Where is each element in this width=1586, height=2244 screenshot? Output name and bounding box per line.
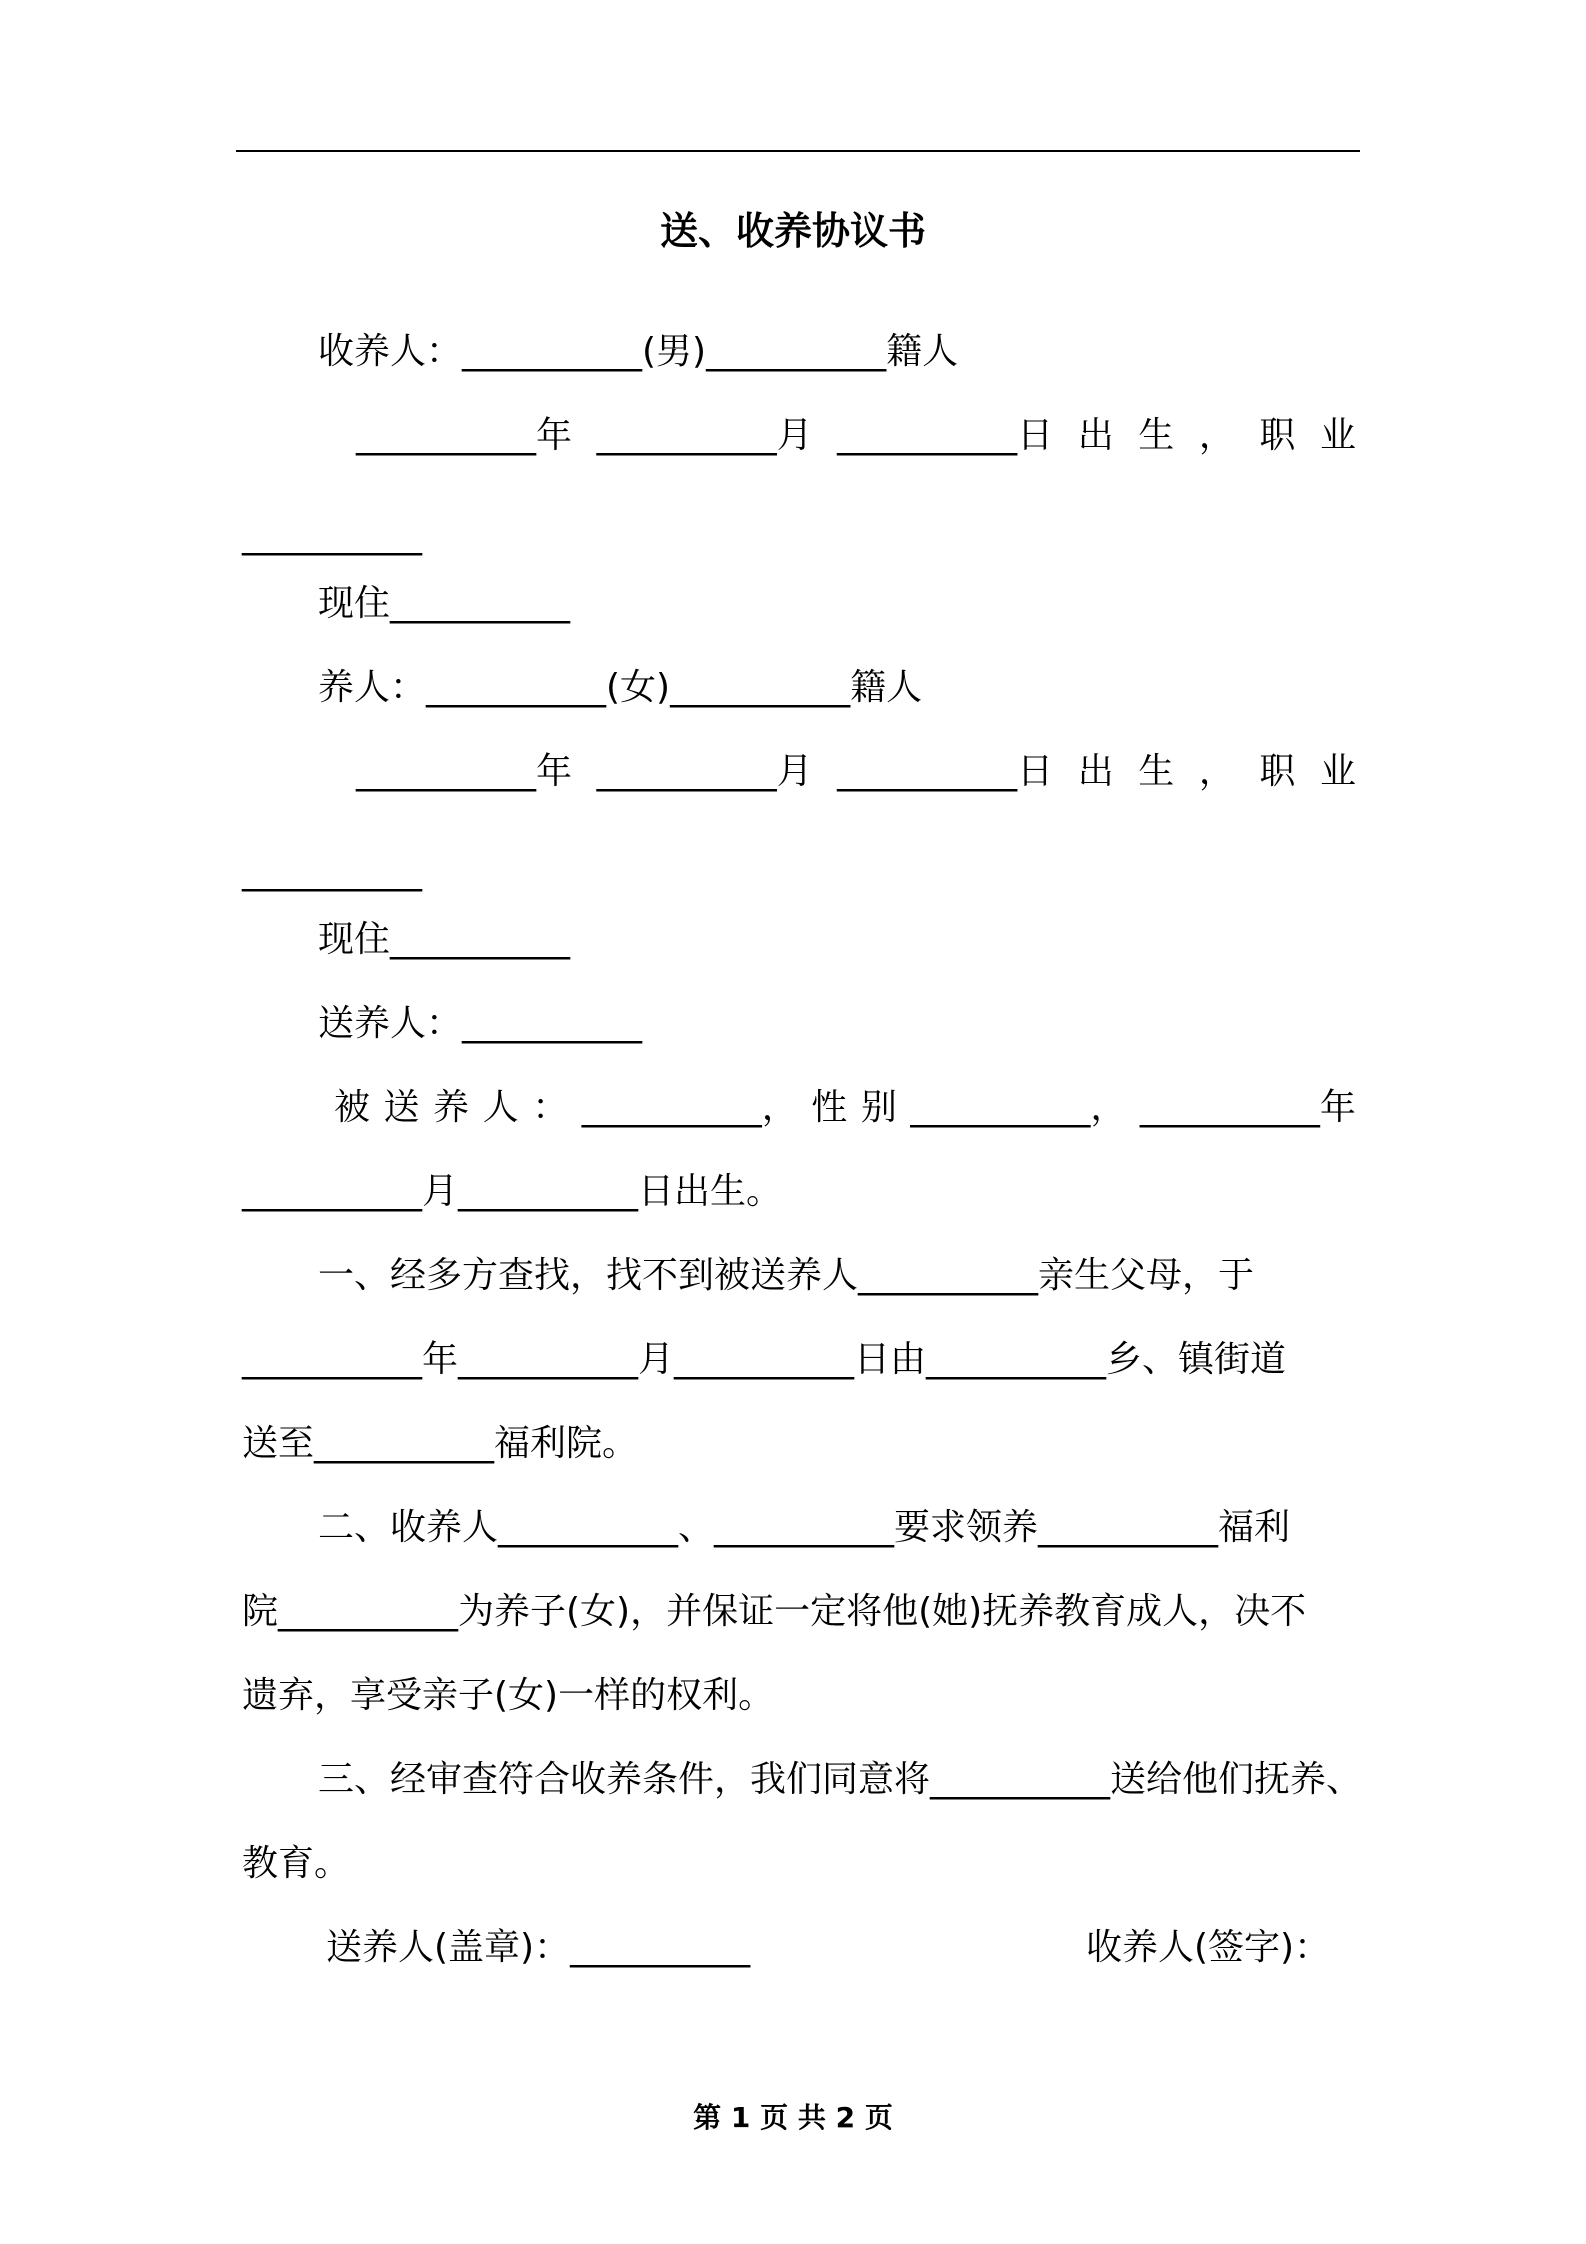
- birth-char: 生: [1138, 751, 1175, 792]
- adoptee-line-b: __________月__________日出生。: [242, 1171, 783, 1212]
- signature-adopter: 收养人(签字)：: [1086, 1927, 1331, 1968]
- adoptee-char: 人: [482, 1087, 519, 1128]
- birth-comma: ，: [1198, 415, 1235, 456]
- sender-line: 送养人：__________: [318, 1003, 643, 1044]
- clause-2-line-a: 二、收养人__________、__________要求领养__________福利: [318, 1507, 1291, 1548]
- signature-sender: 送养人(盖章)：__________: [326, 1927, 751, 1968]
- gender-blank: __________，: [910, 1087, 1127, 1128]
- gender-char: 性: [811, 1087, 848, 1128]
- birth-year-1: __________年: [356, 415, 573, 456]
- occupation-char: 业: [1319, 415, 1356, 456]
- clause-2-line-c: 遗弃，享受亲子(女)一样的权利。: [242, 1675, 775, 1716]
- occupation-blank-1: __________: [242, 515, 422, 556]
- birth-year-2: __________年: [356, 751, 573, 792]
- adoptee-line: [334, 1086, 1356, 1130]
- adoptee-char: 送: [383, 1087, 420, 1128]
- gender-char: 别: [860, 1087, 897, 1128]
- residence-2: 现住__________: [318, 919, 571, 960]
- occupation-char: 职: [1259, 415, 1296, 456]
- occupation-char: 业: [1319, 751, 1356, 792]
- adoptee-char: 养: [433, 1087, 470, 1128]
- adoptee-name-blank: __________，: [581, 1087, 798, 1128]
- birth-line-1: [356, 414, 1356, 458]
- occupation-char: 职: [1259, 751, 1296, 792]
- birth-comma: ，: [1198, 751, 1235, 792]
- page-number: 第 1 页 共 2 页: [693, 2101, 893, 2134]
- birth-day-1: __________日: [837, 415, 1054, 456]
- adoptee-year-blank: __________年: [1139, 1087, 1356, 1128]
- birth-line-2: [356, 750, 1356, 794]
- clause-1-line-a: 一、经多方查找，找不到被送养人__________亲生父母，于: [318, 1255, 1255, 1296]
- birth-char: 生: [1138, 415, 1175, 456]
- adoptee-colon: ：: [532, 1087, 569, 1128]
- clause-1-line-b: __________年__________月__________日由__________乡、镇街道: [242, 1339, 1287, 1380]
- header-rule: [236, 150, 1360, 152]
- birth-month-2: __________月: [596, 751, 813, 792]
- occupation-blank-2: __________: [242, 851, 422, 892]
- birth-day-2: __________日: [837, 751, 1054, 792]
- birth-char: 出: [1077, 751, 1114, 792]
- residence-1: 现住__________: [318, 583, 571, 624]
- clause-2-line-b: 院__________为养子(女)，并保证一定将他(她)抚养教育成人，决不: [242, 1591, 1307, 1632]
- adopter-female-line: 养人：__________(女)__________籍人: [318, 667, 923, 708]
- birth-month-1: __________月: [596, 415, 813, 456]
- adoptee-char: 被: [334, 1087, 371, 1128]
- adopter-male-line: 收养人：__________(男)__________籍人: [318, 331, 959, 372]
- birth-char: 出: [1077, 415, 1114, 456]
- document-title: 送、收养协议书: [659, 209, 926, 253]
- clause-3-line-b: 教育。: [242, 1843, 351, 1884]
- clause-1-line-c: 送至__________福利院。: [242, 1423, 639, 1464]
- clause-3-line-a: 三、经审查符合收养条件，我们同意将__________送给他们抚养、: [318, 1759, 1363, 1800]
